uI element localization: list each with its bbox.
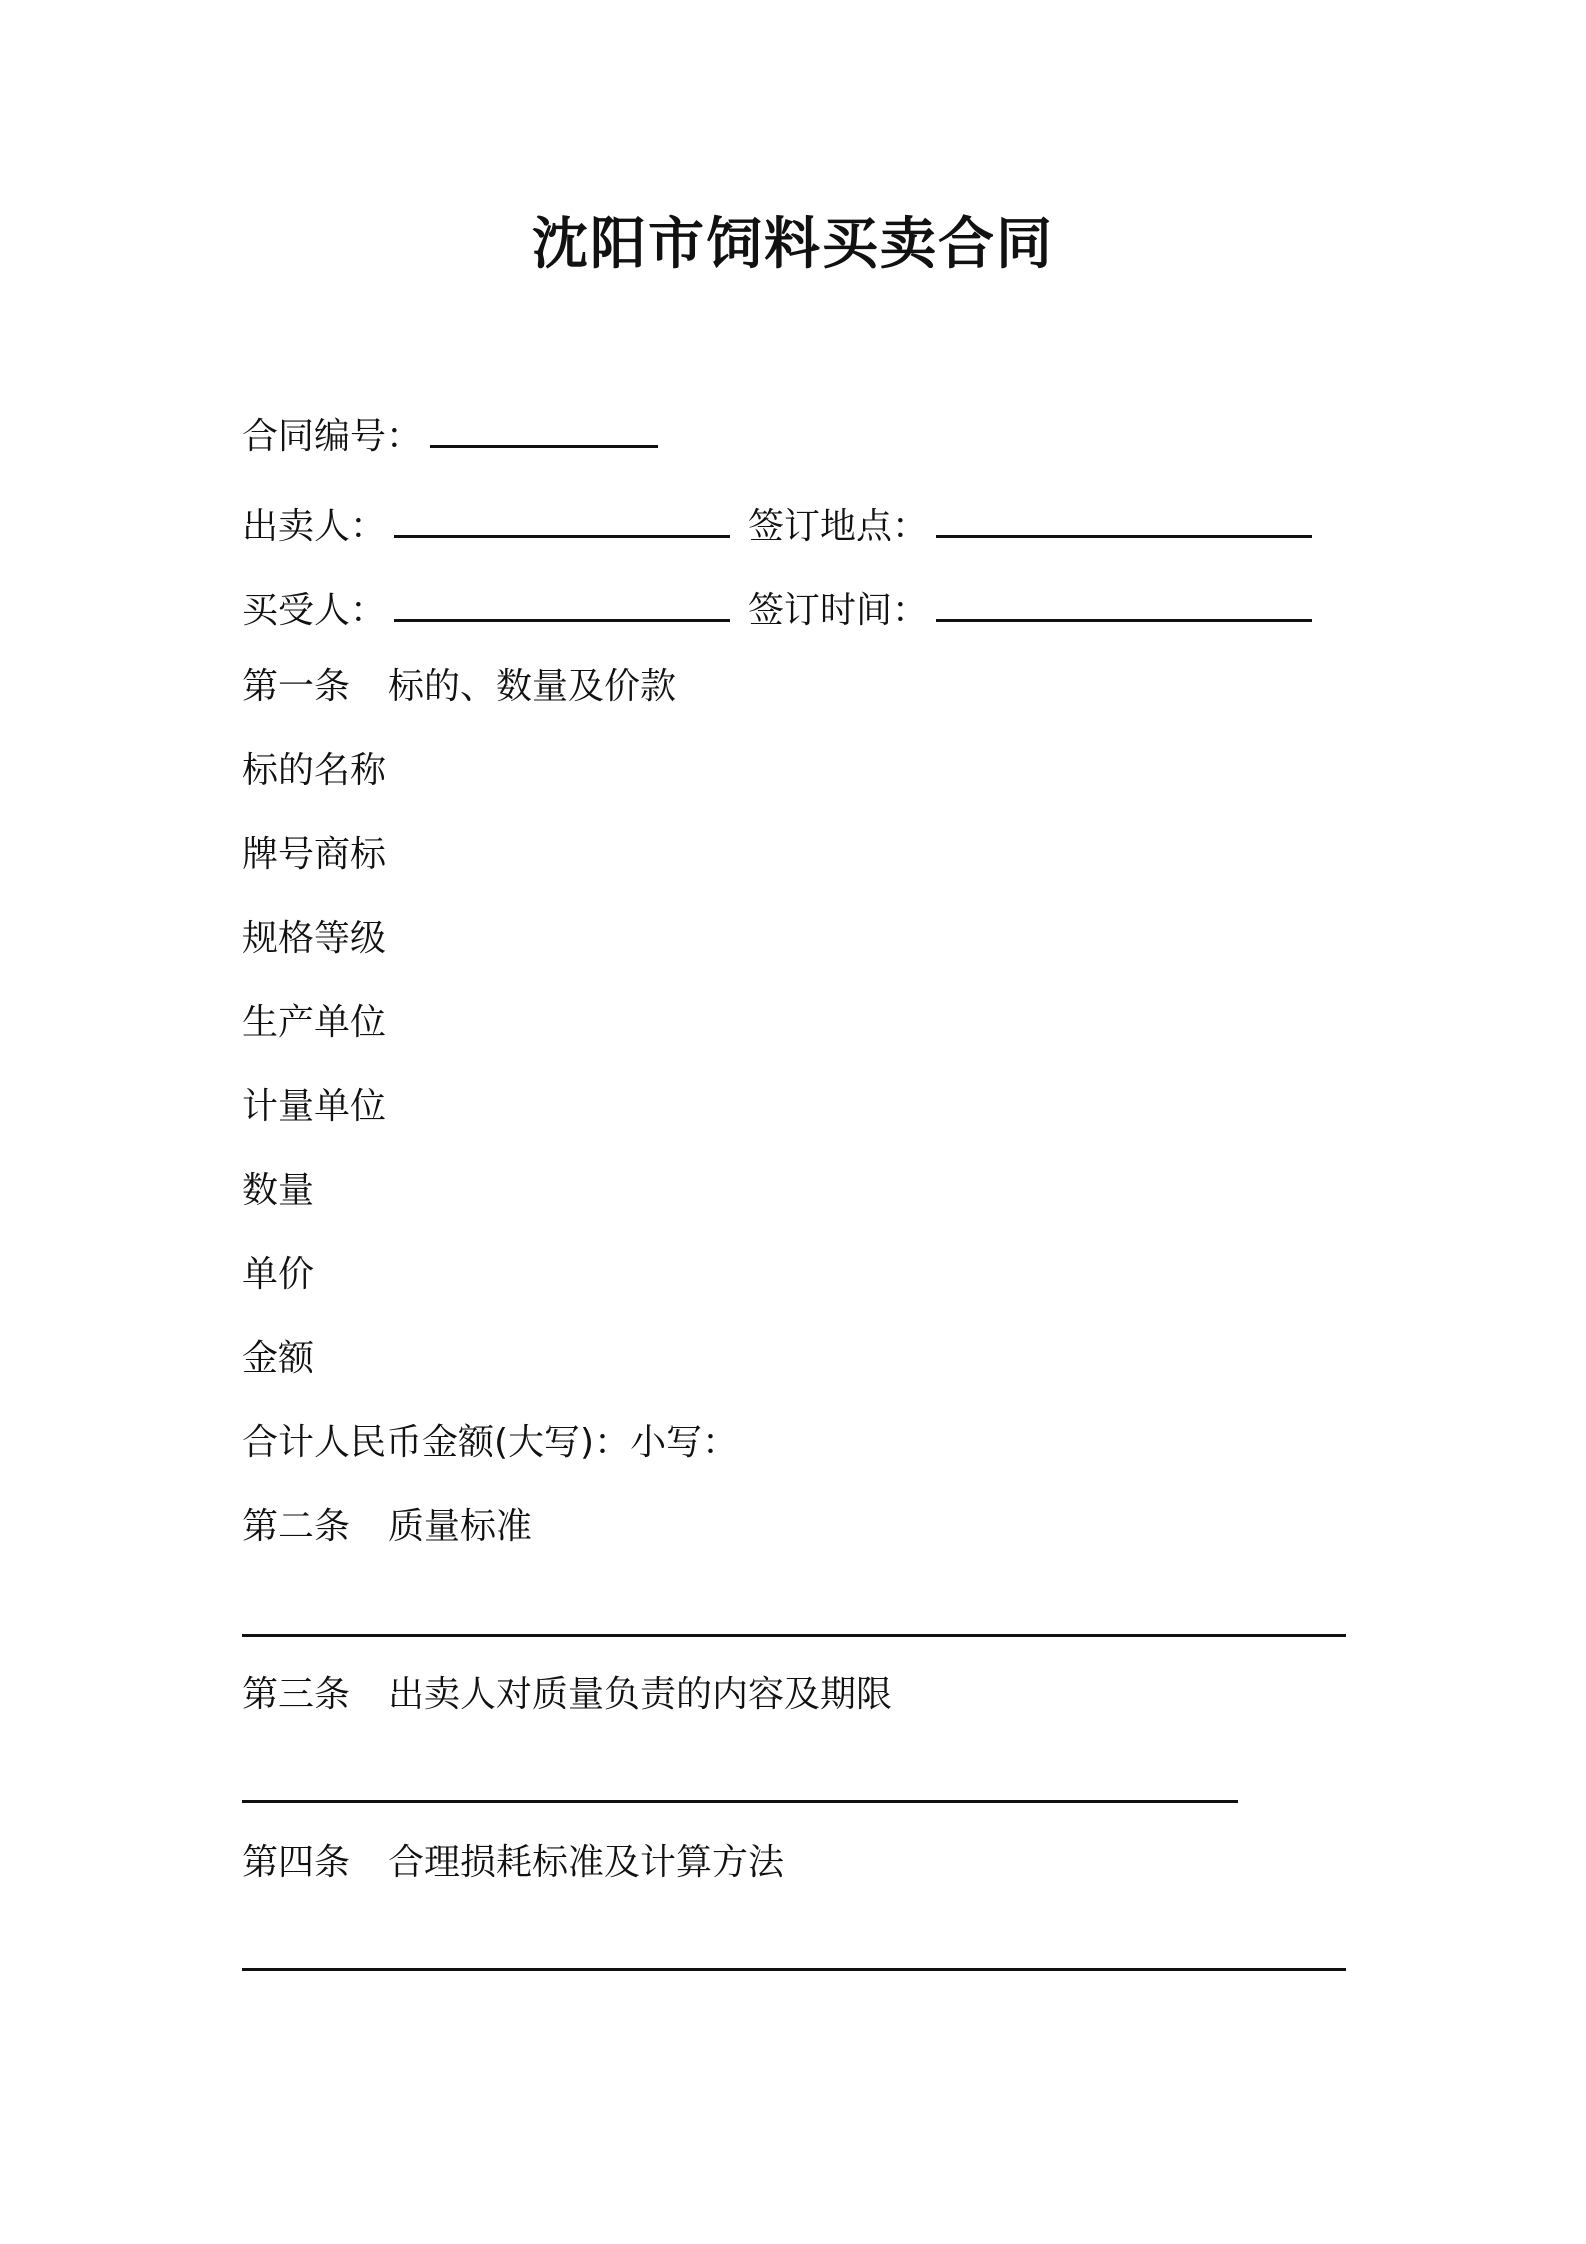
buyer-blank[interactable] xyxy=(394,589,730,622)
contract-no-label: 合同编号： xyxy=(242,416,423,457)
total-amount-line: 合计人民币金额(大写)：小写： xyxy=(242,1422,739,1463)
article2-title: 质量标准 xyxy=(388,1506,533,1547)
document-title: 沈阳市饲料买卖合同 xyxy=(532,212,1054,277)
sign-time-label: 签订时间： xyxy=(748,590,929,631)
item-subject-name: 标的名称 xyxy=(242,750,387,791)
article4-heading xyxy=(242,1838,784,1888)
article1-heading xyxy=(242,662,676,712)
contract-no-blank[interactable] xyxy=(430,415,658,448)
article3-title: 出卖人对质量负责的内容及期限 xyxy=(388,1674,893,1715)
article4-number: 第四条 xyxy=(242,1842,351,1883)
sign-time-row xyxy=(748,586,1312,636)
article4-title: 合理损耗标准及计算方法 xyxy=(388,1842,785,1883)
article2-number: 第二条 xyxy=(242,1506,351,1547)
item-amount: 金额 xyxy=(242,1338,315,1379)
seller-row xyxy=(242,502,730,552)
item-spec-grade: 规格等级 xyxy=(242,918,387,959)
contract-no-row xyxy=(242,412,658,462)
sign-place-label: 签订地点： xyxy=(748,506,929,547)
item-unit: 计量单位 xyxy=(242,1086,387,1127)
article3-fill-line[interactable] xyxy=(242,1800,1238,1803)
seller-label: 出卖人： xyxy=(242,506,387,547)
item-brand-trademark: 牌号商标 xyxy=(242,834,387,875)
sign-time-blank[interactable] xyxy=(936,589,1312,622)
article4-fill-line[interactable] xyxy=(242,1968,1346,1971)
article3-heading xyxy=(242,1670,892,1720)
buyer-row xyxy=(242,586,730,636)
item-quantity: 数量 xyxy=(242,1170,315,1211)
article2-heading xyxy=(242,1502,532,1552)
item-producer: 生产单位 xyxy=(242,1002,387,1043)
article1-number: 第一条 xyxy=(242,666,351,707)
article2-fill-line[interactable] xyxy=(242,1634,1346,1637)
article3-number: 第三条 xyxy=(242,1674,351,1715)
sign-place-row xyxy=(748,502,1312,552)
article1-title: 标的、数量及价款 xyxy=(388,666,677,707)
sign-place-blank[interactable] xyxy=(936,505,1312,538)
item-unit-price: 单价 xyxy=(242,1254,315,1295)
seller-blank[interactable] xyxy=(394,505,730,538)
buyer-label: 买受人： xyxy=(242,590,387,631)
